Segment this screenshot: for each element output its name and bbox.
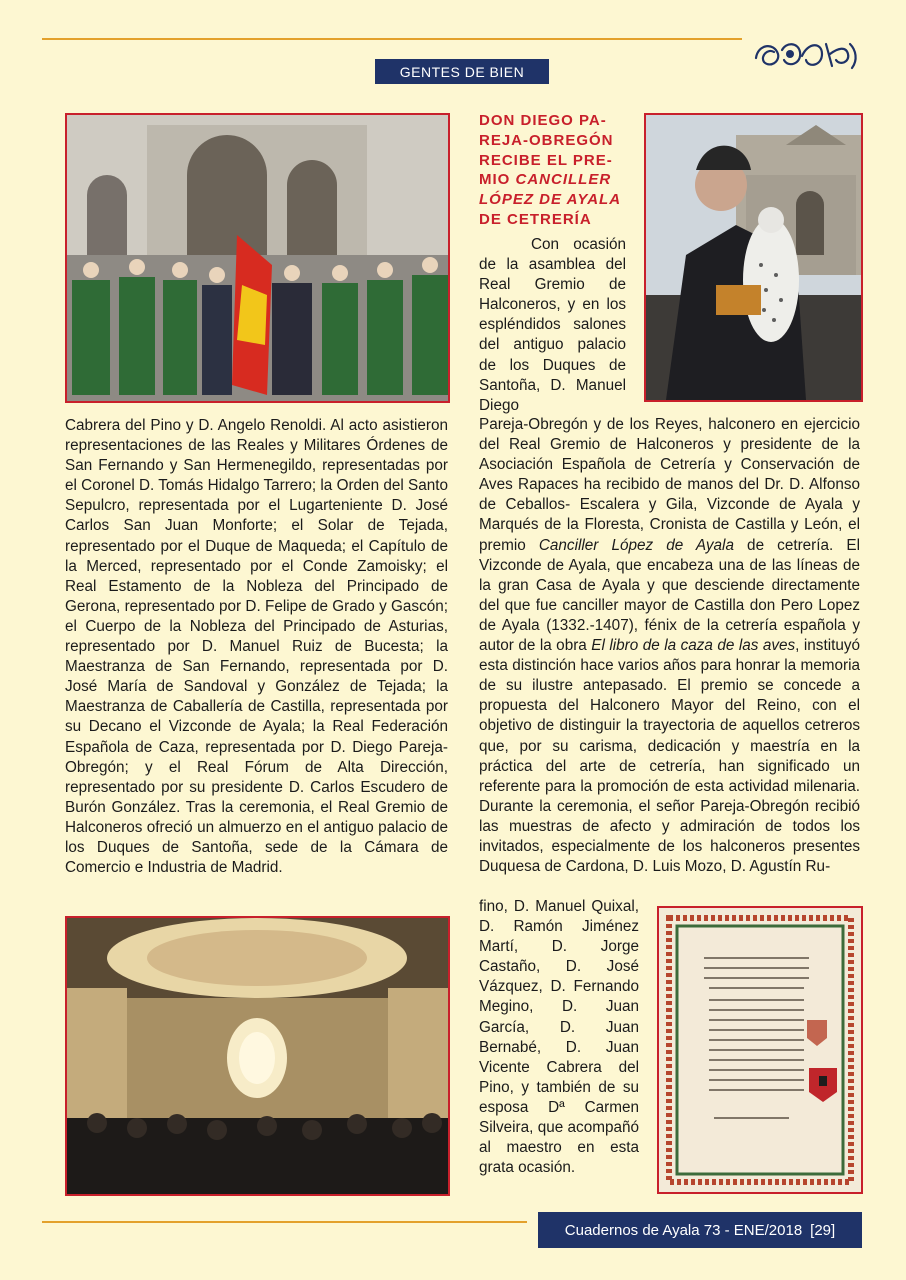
article-main-award: Canciller López de Ayala (538, 536, 734, 554)
top-rule (42, 38, 742, 40)
magazine-logo-icon (752, 36, 864, 74)
headline-award-name: CANCILLER LÓPEZ DE AYALA (479, 171, 622, 209)
article-intro (479, 235, 626, 416)
article-tail-text: fino, D. Manuel Quixal, D. Ramón Jiménez Martí, D. Jorge Castaño, D. José Vázquez, D. Fernando Megino, D. Juan García, D. Juan Bernabé, D. Juan Vicente Cabrera del Pino, y también de su esposa Dª Carmen Silveira, que acompañó al maestro en esta grata ocasión. (479, 898, 639, 1177)
diploma-photo-icon (659, 908, 861, 1192)
article-main-book-title: El libro de la caza de las aves (591, 637, 796, 655)
left-column-body: Cabrera del Pino y D. Angelo Renoldi. Al acto asistieron representaciones de las Reales y Militares Órdenes de San Fernando y San Hermenegildo, representadas por el Coronel D. Tomás Hidalgo Tarrero; la Orden del Santo Sepulcro, representada por el Lugarteniente D. José Carlos San Juan Monforte; el Solar de Tejada, representado por el Duque de Maqueda; el Capítulo de la Merced, representado por el Conde Zamoisky; el Real Estamento de la Nobleza del Principado de Gerona, representado por D. Felipe de Grado y Gascón; el Cuerpo de la Nobleza del Principado de Asturias, representado por D. Manuel Ruiz de Bucesta; la Maestranza de San Fernando, representada por D. José María de Sandoval y González de Tejada; la Maestranza de Caballería de Castilla, representada por su Decano el Vizconde de Ayala; la Real Federación Española de Caza, representada por D. Diego Pareja-Obregón; y el Real Fórum de Alta Dirección, representado por su presidente D. Carlos Escudero de Burón González. Tras la ceremonia, el Real Gremio de Halconeros ofreció un almuerzo en el antiguo palacio de los Duques de Santoña, sede de la Cámara de Comercio e Industria de Madrid. (65, 417, 448, 877)
article-main-text-3: , instituyó esta distinción hace varios años para honrar la memoria de su ilustre antepasado. El premio se concede a propuesta del Halconero Mayor del Reino, con el objetivo de distinguir la trayectoria de aquellos cetreros que, por su carisma, dedicación y maestría en la práctica del arte de cetrería, han significado un referente para la promoción de esta actividad milenaria. Durante la ceremonia, el señor Pareja-Obregón recibió las muestras de afecto y admiración de todos los invitados, especialmente de los halconeros presentes Duquesa de Cardona, D. Luis Mozo, D. Agustín Ru- (479, 637, 861, 876)
article-tail (479, 897, 639, 1178)
article-headline (479, 111, 628, 230)
article-main-text-2: de cetrería. El Vizconde de Ayala, que encabeza una de las líneas de la gran Casa de Ayala y que desciende directamente del que fue canciller mayor de Castilla don Pero Lopez de Ayala (1332.-1407), fénix de la cetrería española y autor de la obra (479, 536, 860, 655)
article-intro-text: Con ocasión de la asamblea del Real Gremio de Halconeros, y en los espléndidos salones del antiguo palacio de los Duques de Santoña, D. Manuel Diego (479, 236, 626, 414)
group-photo-icon (67, 115, 448, 401)
footer-page-number: [29] (810, 1221, 836, 1239)
falconer-photo (644, 113, 863, 402)
hall-photo-icon (67, 918, 448, 1194)
bottom-rule (42, 1221, 527, 1223)
article-main-text-1: Pareja-Obregón y de los Reyes, halconero en ejercicio del Real Gremio de Halconeros y presidente de la Asociación Española de Cetrería y Conservación de Aves Rapaces ha recibido de manos del Dr. D. Alfonso de Ceballos- Escalera y Gila, Vizconde de Ayala y Marqués de la Floresta, Cronista de Castilla y León, el premio (479, 416, 860, 554)
group-photo (65, 113, 450, 403)
article-main (479, 415, 860, 877)
diploma-photo (657, 906, 863, 1194)
headline-part-1: DON DIEGO PA-REJA-OBREGÓN RECIBE EL PRE-MIO (479, 112, 614, 189)
page-footer (538, 1212, 862, 1248)
left-column-text (65, 416, 448, 878)
hall-photo (65, 916, 450, 1196)
falconer-photo-icon (646, 115, 861, 400)
section-label: GENTES DE BIEN (375, 59, 549, 84)
headline-part-2: DE CETRERÍA (479, 210, 592, 228)
footer-publication: Cuadernos de Ayala 73 - ENE/2018 (564, 1221, 803, 1239)
